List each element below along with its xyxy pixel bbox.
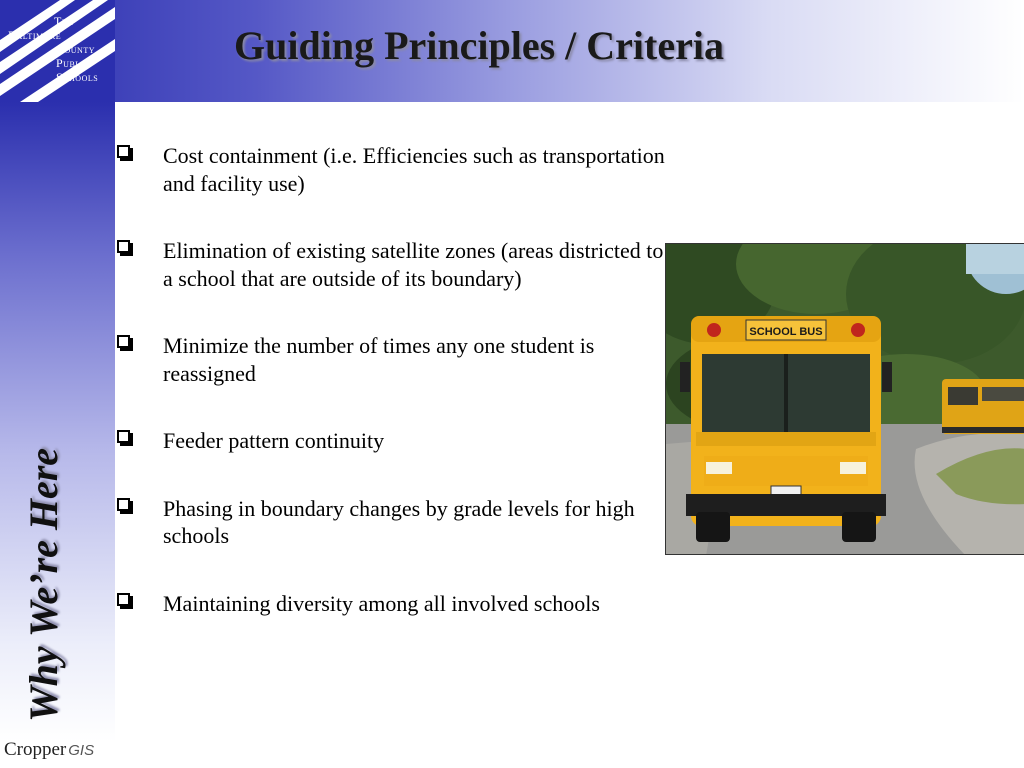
logo-line-schools: Schools bbox=[56, 70, 99, 84]
checkbox-bullet-icon bbox=[117, 335, 130, 348]
header-band bbox=[0, 0, 1024, 102]
logo-line-baltimore: Baltimore bbox=[8, 28, 62, 42]
checkbox-bullet-icon bbox=[117, 593, 130, 606]
logo-line-county: County bbox=[56, 42, 95, 56]
page-title: Guiding Principles / Criteria bbox=[234, 23, 724, 68]
footer-brand: Cropper bbox=[4, 739, 67, 760]
list-item bbox=[115, 237, 670, 292]
school-bus-illustration bbox=[666, 244, 1024, 555]
checkbox-bullet-icon bbox=[117, 240, 130, 253]
list-item-text: Phasing in boundary changes by grade levels for high schools bbox=[163, 495, 635, 548]
checkbox-bullet-icon bbox=[117, 145, 130, 158]
list-item-text: Feeder pattern continuity bbox=[163, 428, 385, 453]
list-item bbox=[115, 590, 670, 618]
list-item-text: Minimize the number of times any one student is reassigned bbox=[163, 333, 595, 386]
cropper-gis-logo bbox=[4, 739, 94, 761]
logo-line-public: Public bbox=[56, 56, 90, 70]
checkbox-bullet-icon bbox=[117, 498, 130, 511]
checkbox-bullet-icon bbox=[117, 430, 130, 443]
list-item bbox=[115, 332, 670, 387]
school-bus-photo bbox=[665, 243, 1024, 555]
logo-text bbox=[8, 14, 112, 84]
bcps-logo bbox=[0, 0, 115, 102]
sidebar-label: Why We’re Here bbox=[21, 447, 66, 722]
sidebar-band bbox=[0, 102, 115, 742]
list-item bbox=[115, 427, 670, 455]
bus-sign: SCHOOL BUS bbox=[749, 326, 823, 338]
bullet-list bbox=[115, 142, 670, 657]
footer-brand-suffix: GIS bbox=[68, 742, 95, 759]
list-item bbox=[115, 495, 670, 550]
logo-line-the: The bbox=[54, 14, 74, 28]
list-item-text: Maintaining diversity among all involved schools bbox=[163, 590, 600, 616]
list-item-text: Cost containment (i.e. Efficiencies such as transportation and facility use) bbox=[163, 143, 665, 196]
list-item bbox=[115, 142, 670, 197]
list-item-text: Elimination of existing satellite zones (areas districted to a school that are outside of its boundary) bbox=[163, 238, 664, 291]
